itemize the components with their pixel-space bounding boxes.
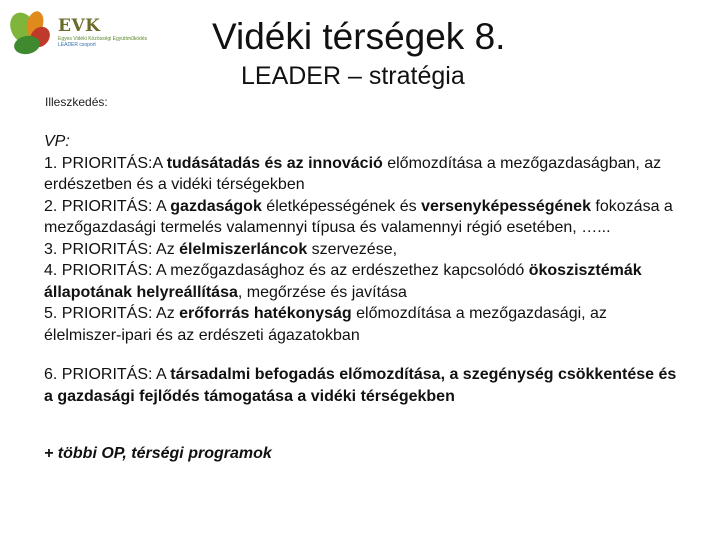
page-title: Vidéki térségek 8.: [212, 16, 506, 57]
page-subtitle: LEADER – stratégia: [241, 62, 465, 90]
logo-line-1: Egyes Vidéki Közösségi Együttműködés: [58, 36, 148, 42]
bold-run: erőforrás hatékonyság: [179, 305, 352, 322]
priority-5: [44, 303, 684, 346]
leaf-logo-icon: [6, 4, 58, 62]
text-run: 4. PRIORITÁS: A mezőgazdasághoz és az erdészethez kapcsolódó: [44, 262, 529, 279]
text-run: , megőrzése és javítása: [237, 283, 407, 301]
bold-run: ökoszisztémák állapotának helyreállítása: [44, 262, 642, 301]
vp-heading: VP:: [44, 133, 70, 150]
logo-line-2: LEADER csoport: [58, 42, 96, 48]
logo: [6, 4, 146, 62]
text-run: szervezése,: [307, 240, 398, 258]
logo-brand: EVK: [58, 16, 101, 36]
text-run: fokozása a mezőgazdasági termelés valamennyi típusa és valamennyi régió esetében, …...: [44, 197, 673, 236]
text-run: életképességének és: [261, 197, 422, 215]
priority-1: [44, 153, 684, 196]
section-label: Illeszkedés:: [45, 95, 108, 109]
text-run: 6. PRIORITÁS: A: [44, 366, 171, 383]
bold-run: élelmiszerláncok: [179, 240, 308, 258]
text-run: 5. PRIORITÁS: Az: [44, 305, 180, 322]
text-run: előmozdítása a mezőgazdaságban, az erdészetben és a vidéki térségekben: [44, 154, 662, 193]
spacer: [44, 346, 684, 364]
bold-run: tudásátadás és az innováció: [166, 154, 383, 172]
priority-6: [44, 364, 684, 407]
content-body: [44, 131, 684, 465]
bold-run: versenyképességének: [421, 197, 591, 215]
spacer: [44, 407, 684, 443]
priority-2: [44, 196, 684, 239]
bold-run: társadalmi befogadás előmozdítása, a szegénység csökkentése és a gazdasági fejlődés támogatása a vidéki térségekben: [44, 366, 677, 405]
priority-4: [44, 260, 684, 303]
footer-note: + többi OP, térségi programok: [44, 445, 272, 462]
text-run: 2. PRIORITÁS: A: [44, 197, 171, 215]
bold-run: gazdaságok: [170, 197, 262, 215]
text-run: 3. PRIORITÁS: Az: [44, 240, 180, 258]
text-run: 1. PRIORITÁS:A: [44, 154, 167, 172]
priority-3: [44, 239, 684, 261]
text-run: előmozdítása a mezőgazdasági, az élelmiszer-ipari és az erdészeti ágazatokban: [44, 305, 607, 344]
